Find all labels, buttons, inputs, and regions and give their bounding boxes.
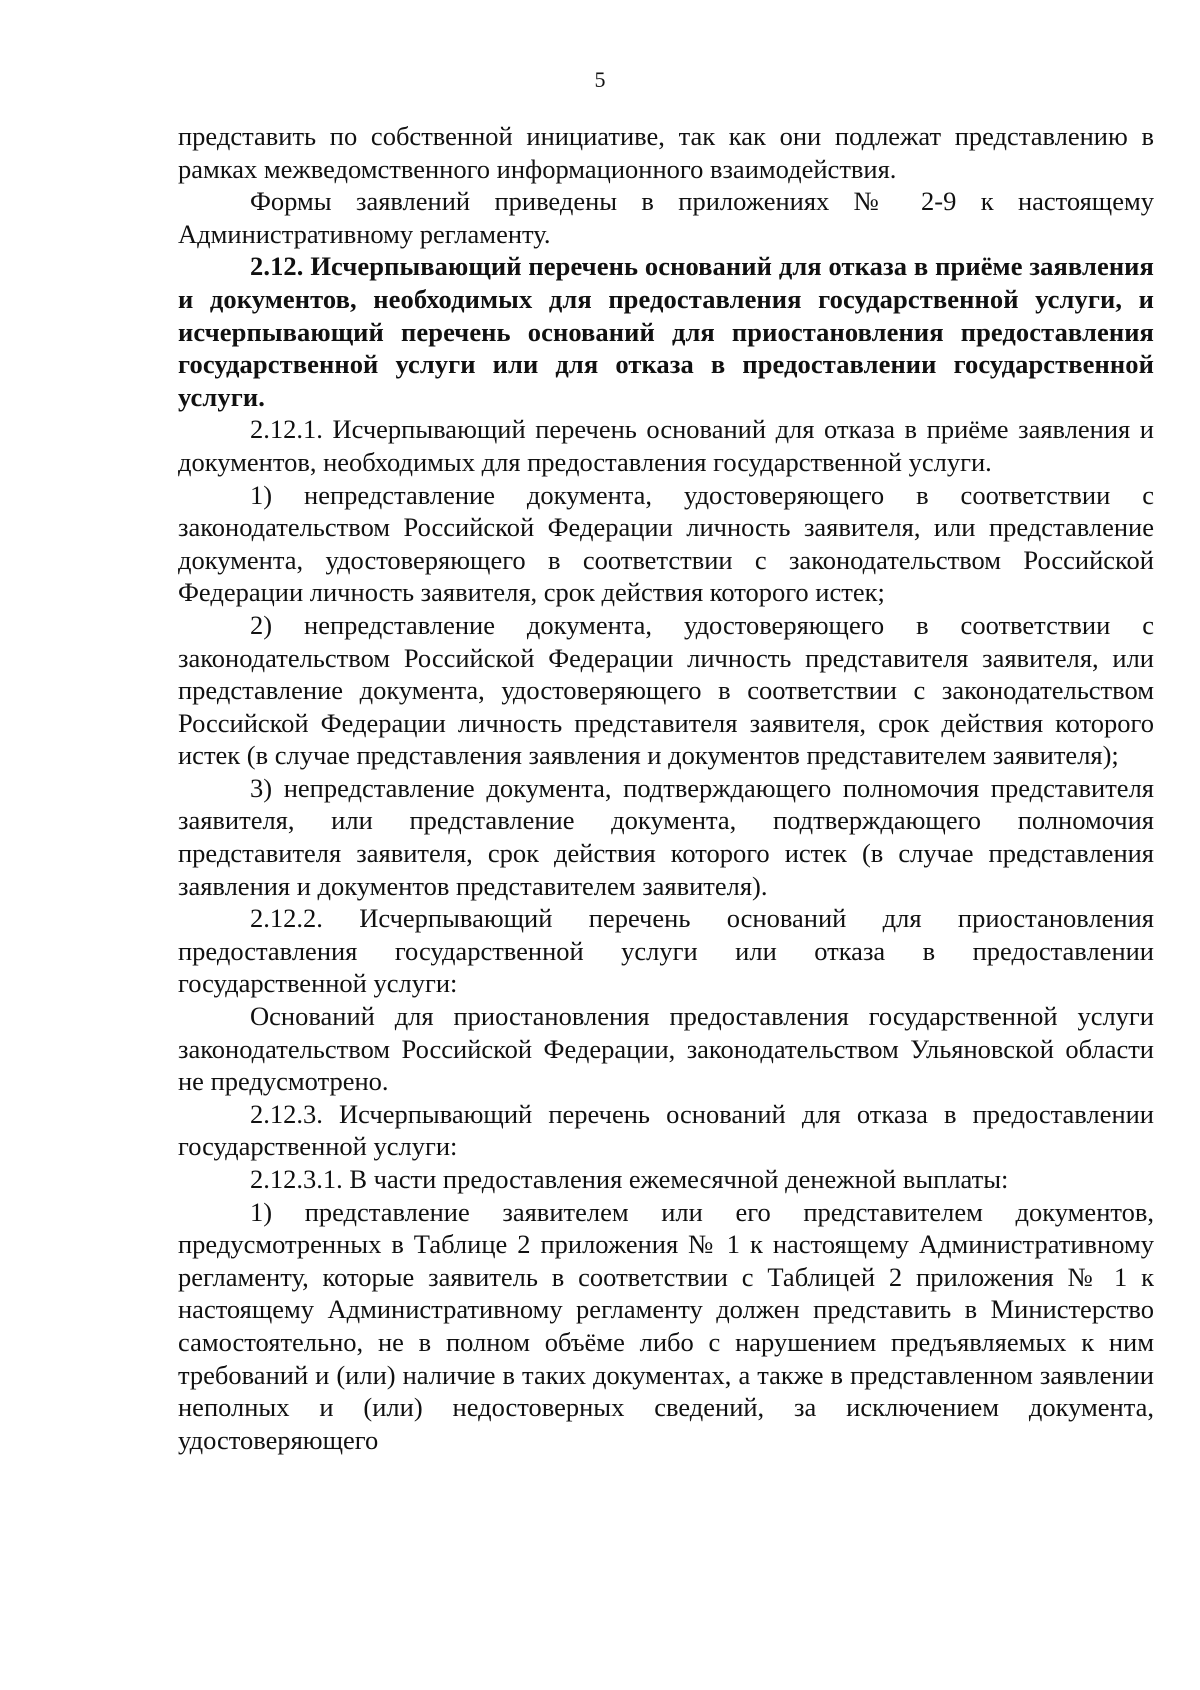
list-item-2: 2) непредставление документа, удостоверяющего в соответствии с законодательством Российской Федерации личность представителя заявителя, или представление документа, удостоверяющего в соответствии с законодательством Российской Федерации личность представителя заявителя, срок действия которого истек (в случае представления заявления и документов представителем заявителя); (178, 609, 1154, 771)
paragraph-2-12-1: 2.12.1. Исчерпывающий перечень оснований для отказа в приёме заявления и документов, необходимых для предоставления государственной услуги. (178, 414, 1154, 477)
list-item-3: 3) непредставление документа, подтверждающего полномочия представителя заявителя, или представление документа, подтверждающего полномочия представителя заявителя, срок действия которого истек (в случае представления заявления и документов представителем заявителя). (178, 772, 1154, 901)
paragraph-2-12-2: 2.12.2. Исчерпывающий перечень оснований для приостановления предоставления государственной услуги или отказа в предоставлении государственной услуги: (178, 903, 1154, 999)
paragraph-no-grounds: Оснований для приостановления предоставления государственной услуги законодательством Российской Федерации, законодательством Ульяновской области не предусмотрено. (178, 1001, 1154, 1097)
section-heading-2-12: 2.12. Исчерпывающий перечень оснований для отказа в приёме заявления и документов, необходимых для предоставления государственной услуги, и исчерпывающий перечень оснований для приостановления предоставления государственной услуги или для отказа в предоставлении государственной услуги. (178, 251, 1154, 412)
list-item-1: 1) непредставление документа, удостоверяющего в соответствии с законодательством Российской Федерации личность заявителя, или представление документа, удостоверяющего в соответствии с законодательством Российской Федерации личность заявителя, срок действия которого истек; (178, 479, 1154, 608)
paragraph-continuation: представить по собственной инициативе, так как они подлежат представлению в рамках межведомственного информационного взаимодействия. (178, 121, 1154, 184)
page-number: 5 (594, 67, 606, 92)
paragraph-2-12-3-1: 2.12.3.1. В части предоставления ежемесячной денежной выплаты: (250, 1164, 1009, 1194)
document-body (178, 120, 1154, 1456)
paragraph-2-12-3: 2.12.3. Исчерпывающий перечень оснований для отказа в предоставлении государственной услуги: (178, 1098, 1154, 1162)
paragraph-forms: Формы заявлений приведены в приложениях № 2-9 к настоящему Административному регламенту. (178, 186, 1154, 249)
sub-list-item-1: 1) представление заявителем или его представителем документов, предусмотренных в Таблице 2 приложения № 1 к настоящему Административному регламенту, которые заявитель в соответствии с Таблицей 2 приложения № 1 к настоящему Административному регламенту должен представить в Министерство самостоятельно, не в полном объёме либо с нарушением предъявляемых к ним требований и (или) наличие в таких документах, а также в представленном заявлении неполных и (или) недостоверных сведений, за исключением документа, удостоверяющего (178, 1196, 1154, 1455)
